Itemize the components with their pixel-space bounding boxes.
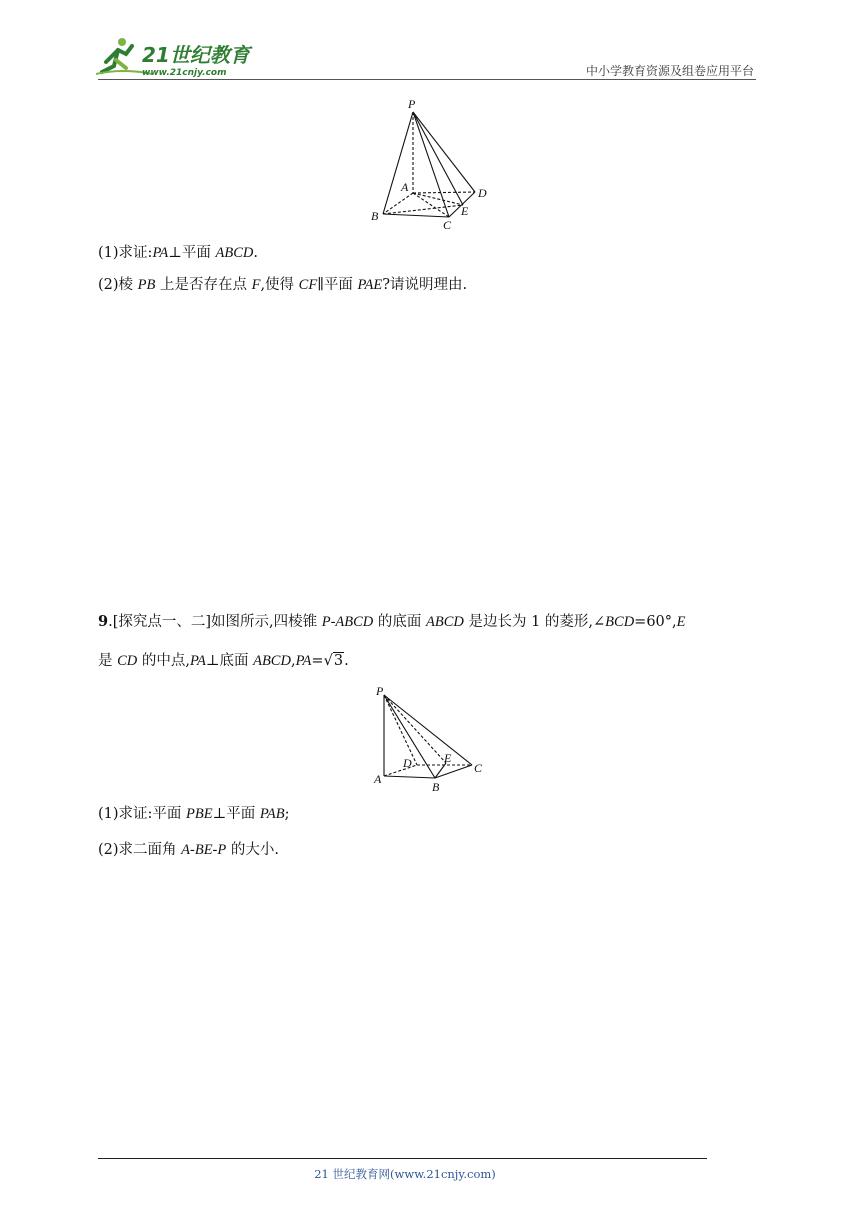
site-logo (92, 34, 262, 80)
q9-part1 (98, 804, 289, 824)
text: ⊥平面 (168, 245, 216, 261)
text: ; (284, 806, 290, 822)
pyramid-figure-1 (365, 96, 495, 232)
vertex-label-d: D (478, 186, 487, 200)
header-slogan: 中小学教育资源及组卷应用平台 (585, 64, 754, 78)
vertex-label-p: P (376, 684, 384, 698)
vertex-label-b: B (432, 780, 440, 794)
text: 是 (98, 653, 118, 669)
math-var: E (676, 614, 686, 630)
text: . (344, 653, 349, 669)
text: (1)求证: (98, 245, 153, 261)
question-number: 9 (98, 613, 109, 630)
text: . (253, 245, 259, 261)
math-var: PB (137, 277, 156, 293)
text: = (311, 653, 324, 669)
text: ?请说明理由. (382, 277, 468, 293)
vertex-label-a: A (401, 180, 409, 194)
math-var: CF (298, 277, 318, 293)
text: 上是否存在点 (155, 277, 252, 293)
vertex-label-e: E (461, 204, 469, 218)
footer-link[interactable]: 21 世纪教育网(www.21cnjy.com) (314, 1167, 496, 1181)
q9-statement-line2 (98, 651, 349, 671)
text: , (290, 653, 296, 669)
text: (2)求二面角 (98, 842, 182, 858)
pyramid-figure-2 (368, 683, 492, 795)
math-var: PAB (259, 806, 285, 822)
math-var: PA (189, 653, 206, 669)
vertex-label-c: C (443, 218, 452, 232)
math-var: ABCD (426, 614, 464, 630)
text: 是边长为 1 的菱形,∠ (463, 614, 606, 630)
math-var: A-BE-P (181, 842, 227, 858)
math-var: PA (152, 245, 169, 261)
q8-part2 (98, 275, 467, 295)
text: ⊥底面 (205, 653, 254, 669)
text: 的大小. (226, 842, 279, 858)
math-var: PBE (186, 806, 213, 822)
math-var: BCD (605, 614, 635, 630)
math-var: ABCD (215, 245, 254, 261)
vertex-label-c: C (474, 761, 483, 775)
math-var: F (251, 277, 261, 293)
radicand: 3 (333, 653, 344, 669)
vertex-label-e: E (444, 751, 452, 765)
vertex-label-b: B (371, 209, 379, 223)
text: .[探究点一、二]如图所示,四棱锥 (108, 614, 322, 630)
text: 平面 (323, 277, 358, 293)
logo-text: 21世纪教育 (142, 43, 250, 67)
footer (0, 1166, 860, 1182)
vertex-label-d: D (403, 756, 412, 770)
text: 的底面 (373, 614, 426, 630)
text: (2)棱 (98, 277, 138, 293)
text: ⊥平面 (212, 806, 260, 822)
vertex-label-a: A (374, 772, 382, 786)
text: ,使得 (260, 277, 299, 293)
q8-part1 (98, 243, 258, 263)
text: =60°, (634, 614, 677, 630)
footer-divider (98, 1158, 707, 1159)
q9-statement-line1 (98, 612, 686, 632)
math-var: CD (117, 653, 138, 669)
header-divider (98, 79, 756, 80)
sqrt-symbol: √ (323, 653, 333, 669)
math-var: P-ABCD (321, 614, 374, 630)
parallel-symbol: ∥ (317, 277, 324, 293)
vertex-label-p: P (408, 97, 416, 111)
math-var: PA (295, 653, 312, 669)
q9-part2 (98, 840, 279, 860)
text: 的中点, (137, 653, 190, 669)
logo-url: www.21cnjy.com (142, 68, 227, 78)
math-var: ABCD (253, 653, 291, 669)
text: (1)求证:平面 (98, 806, 187, 822)
sqrt-expression (324, 652, 344, 669)
math-var: PAE (357, 277, 383, 293)
